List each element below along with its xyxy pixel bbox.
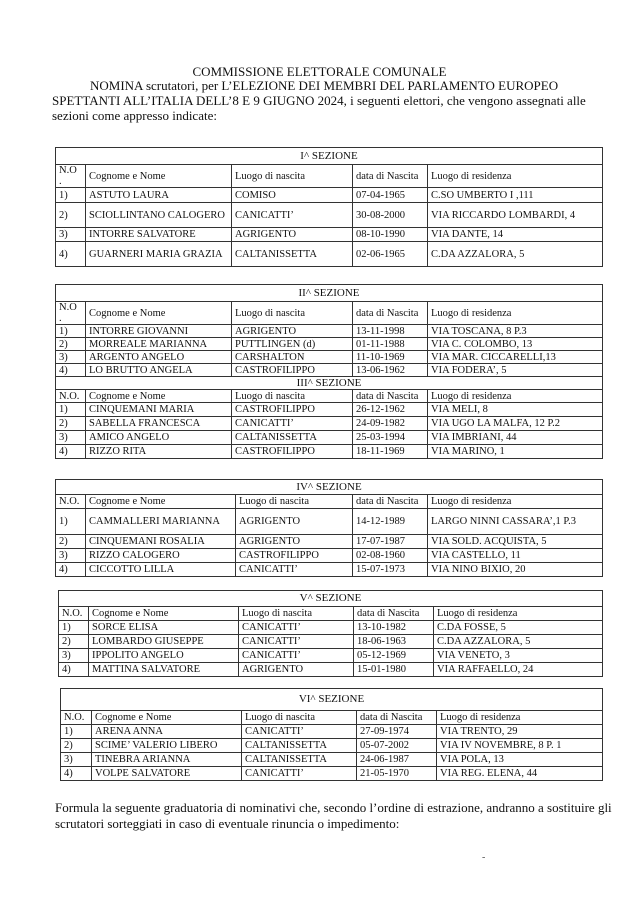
row-residence: VIA MAR. CICCARELLI,13: [428, 351, 603, 364]
row-number: 3): [59, 649, 89, 663]
col-header-name: Cognome e Nome: [92, 711, 242, 725]
table-row: [61, 767, 603, 781]
col-header-residence: Luogo di residenza: [437, 711, 603, 725]
col-header-name: Cognome e Nome: [89, 607, 239, 621]
row-birthdate: 07-04-1965: [353, 188, 428, 203]
row-birthdate: 24-09-1982: [353, 417, 428, 431]
intro-line-2: SPETTANTI ALL’ITALIA DELL’8 E 9 GIUGNO 2024, i seguenti elettori, che vengono assegnati alle: [52, 93, 586, 108]
row-birthplace: CANICATTI’: [242, 725, 357, 739]
row-residence: LARGO NINNI CASSARA’,1 P.3: [428, 509, 603, 535]
row-birthplace: CALTANISSETTA: [242, 739, 357, 753]
row-residence: VIA NINO BIXIO, 20: [428, 563, 603, 577]
row-residence: VIA VENETO, 3: [434, 649, 603, 663]
col-header-birthplace: Luogo di nascita: [239, 607, 354, 621]
row-residence: VIA TRENTO, 29: [437, 725, 603, 739]
table-row: [56, 417, 603, 431]
row-number: 4): [56, 445, 86, 459]
row-residence: VIA RAFFAELLO, 24: [434, 663, 603, 677]
row-birthplace: CALTANISSETTA: [232, 431, 353, 445]
row-name: TINEBRA ARIANNA: [92, 753, 242, 767]
col-header-number: N.O.: [56, 390, 86, 403]
row-number: 1): [56, 403, 86, 417]
table-row: [56, 242, 603, 267]
section-title: III^ SEZIONE: [56, 377, 603, 390]
col-header-name: Cognome e Nome: [86, 302, 232, 325]
row-residence: C.DA AZZALORA, 5: [434, 635, 603, 649]
row-number: 3): [61, 753, 92, 767]
row-residence: VIA CASTELLO, 11: [428, 549, 603, 563]
section-title: I^ SEZIONE: [56, 148, 603, 165]
table-row: [56, 338, 603, 351]
col-header-number: N.O.: [56, 495, 86, 509]
col-header-number: N.O .: [56, 165, 86, 188]
row-birthdate: 13-11-1998: [353, 325, 428, 338]
table-row: [56, 563, 603, 577]
row-number: 3): [56, 431, 86, 445]
row-birthplace: CALTANISSETTA: [232, 242, 353, 267]
row-birthplace: CANICATTI’: [242, 767, 357, 781]
row-birthplace: CANICATTI’: [239, 621, 354, 635]
row-number: 4): [56, 364, 86, 377]
col-header-residence: Luogo di residenza: [434, 607, 603, 621]
table-row: [56, 228, 603, 242]
table-row: [56, 403, 603, 417]
col-header-residence: Luogo di residenza: [428, 495, 603, 509]
row-birthplace: CANICATTI’: [239, 635, 354, 649]
row-number: 2): [56, 417, 86, 431]
document-title: COMMISSIONE ELETTORALE COMUNALE: [192, 64, 447, 79]
row-birthdate: 02-06-1965: [353, 242, 428, 267]
row-birthdate: 24-06-1987: [357, 753, 437, 767]
row-name: SCIOLLINTANO CALOGERO: [86, 203, 232, 228]
row-number: 1): [56, 509, 86, 535]
col-header-name: Cognome e Nome: [86, 165, 232, 188]
row-birthdate: 08-10-1990: [353, 228, 428, 242]
col-header-birthdate: data di Nascita: [353, 302, 428, 325]
col-header-residence: Luogo di residenza: [428, 165, 603, 188]
row-birthplace: CASTROFILIPPO: [232, 364, 353, 377]
row-number: 2): [56, 535, 86, 549]
section-title: VI^ SEZIONE: [61, 689, 603, 711]
row-number: 2): [56, 203, 86, 228]
row-name: CINQUEMANI ROSALIA: [86, 535, 236, 549]
row-birthplace: AGRIGENTO: [236, 509, 353, 535]
table-row: [56, 325, 603, 338]
row-name: LO BRUTTO ANGELA: [86, 364, 232, 377]
row-residence: VIA REG. ELENA, 44: [437, 767, 603, 781]
row-birthdate: 02-08-1960: [353, 549, 428, 563]
row-birthdate: 18-11-1969: [353, 445, 428, 459]
row-birthdate: 17-07-1987: [353, 535, 428, 549]
row-number: 2): [56, 338, 86, 351]
row-name: VOLPE SALVATORE: [92, 767, 242, 781]
col-header-birthdate: data di Nascita: [353, 390, 428, 403]
table-row: [56, 445, 603, 459]
table-row: [56, 535, 603, 549]
section-title: II^ SEZIONE: [56, 285, 603, 302]
col-header-number: N.O.: [59, 607, 89, 621]
intro-paragraph: [52, 78, 597, 123]
row-name: CINQUEMANI MARIA: [86, 403, 232, 417]
row-residence: VIA DANTE, 14: [428, 228, 603, 242]
row-number: 1): [56, 188, 86, 203]
row-birthdate: 18-06-1963: [354, 635, 434, 649]
row-birthdate: 13-10-1982: [354, 621, 434, 635]
row-birthplace: AGRIGENTO: [239, 663, 354, 677]
section-table-2: [55, 284, 603, 459]
row-birthplace: CASTROFILIPPO: [232, 445, 353, 459]
section-table-1: [55, 147, 603, 267]
section-title: V^ SEZIONE: [59, 591, 603, 607]
row-birthdate: 01-11-1988: [353, 338, 428, 351]
col-header-birthdate: data di Nascita: [354, 607, 434, 621]
table-row: [61, 753, 603, 767]
row-birthdate: 15-01-1980: [354, 663, 434, 677]
row-residence: C.DA FOSSE, 5: [434, 621, 603, 635]
row-number: 1): [56, 325, 86, 338]
table-row: [59, 663, 603, 677]
row-residence: VIA C. COLOMBO, 13: [428, 338, 603, 351]
row-residence: VIA UGO LA MALFA, 12 P.2: [428, 417, 603, 431]
col-header-number: N.O.: [61, 711, 92, 725]
row-name: RIZZO CALOGERO: [86, 549, 236, 563]
row-residence: VIA FODERA’, 5: [428, 364, 603, 377]
table-row: [59, 635, 603, 649]
row-birthdate: 13-06-1962: [353, 364, 428, 377]
row-number: 1): [61, 725, 92, 739]
col-header-birthdate: data di Nascita: [353, 165, 428, 188]
row-name: LOMBARDO GIUSEPPE: [89, 635, 239, 649]
table-row: [61, 725, 603, 739]
col-header-birthplace: Luogo di nascita: [232, 165, 353, 188]
row-birthdate: 26-12-1962: [353, 403, 428, 417]
row-name: SCIME’ VALERIO LIBERO: [92, 739, 242, 753]
row-number: 4): [59, 663, 89, 677]
row-birthplace: AGRIGENTO: [232, 325, 353, 338]
intro-line-3: sezioni come appresso indicate:: [52, 108, 217, 123]
row-number: 3): [56, 228, 86, 242]
row-birthplace: CALTANISSETTA: [242, 753, 357, 767]
row-birthplace: COMISO: [232, 188, 353, 203]
row-birthplace: CASTROFILIPPO: [232, 403, 353, 417]
row-birthplace: AGRIGENTO: [236, 535, 353, 549]
row-birthdate: 30-08-2000: [353, 203, 428, 228]
col-header-number: N.O .: [56, 302, 86, 325]
table-row: [56, 364, 603, 377]
col-header-birthplace: Luogo di nascita: [232, 302, 353, 325]
row-birthdate: 15-07-1973: [353, 563, 428, 577]
row-birthplace: CARSHALTON: [232, 351, 353, 364]
row-birthdate: 21-05-1970: [357, 767, 437, 781]
row-birthplace: AGRIGENTO: [232, 228, 353, 242]
row-name: AMICO ANGELO: [86, 431, 232, 445]
row-residence: VIA SOLD. ACQUISTA, 5: [428, 535, 603, 549]
row-birthdate: 05-07-2002: [357, 739, 437, 753]
row-number: 1): [59, 621, 89, 635]
row-name: CAMMALLERI MARIANNA: [86, 509, 236, 535]
col-header-birthplace: Luogo di nascita: [236, 495, 353, 509]
intro-line-1: NOMINA scrutatori, per L’ELEZIONE DEI MEMBRI DEL PARLAMENTO EUROPEO: [90, 78, 559, 93]
col-header-birthdate: data di Nascita: [357, 711, 437, 725]
col-header-birthplace: Luogo di nascita: [242, 711, 357, 725]
col-header-residence: Luogo di residenza: [428, 302, 603, 325]
row-residence: C.DA AZZALORA, 5: [428, 242, 603, 267]
row-birthplace: CANICATTI’: [239, 649, 354, 663]
row-name: ASTUTO LAURA: [86, 188, 232, 203]
row-residence: VIA MARINO, 1: [428, 445, 603, 459]
row-birthdate: 11-10-1969: [353, 351, 428, 364]
row-birthplace: CASTROFILIPPO: [236, 549, 353, 563]
col-header-name: Cognome e Nome: [86, 390, 232, 403]
row-name: ARENA ANNA: [92, 725, 242, 739]
table-row: [59, 621, 603, 635]
table-row: [56, 188, 603, 203]
col-header-birthdate: data di Nascita: [353, 495, 428, 509]
row-birthplace: PUTTLINGEN (d): [232, 338, 353, 351]
row-residence: VIA TOSCANA, 8 P.3: [428, 325, 603, 338]
row-birthdate: 14-12-1989: [353, 509, 428, 535]
row-birthplace: CANICATTI’: [232, 417, 353, 431]
section-table-5: [58, 590, 603, 677]
row-name: SABELLA FRANCESCA: [86, 417, 232, 431]
row-name: CICCOTTO LILLA: [86, 563, 236, 577]
section-table-4: [55, 479, 603, 577]
row-name: IPPOLITO ANGELO: [89, 649, 239, 663]
row-number: 4): [61, 767, 92, 781]
col-header-name: Cognome e Nome: [86, 495, 236, 509]
row-residence: C.SO UMBERTO I ,111: [428, 188, 603, 203]
table-row: [56, 509, 603, 535]
scan-mark: -: [482, 852, 486, 863]
section-table-6: [60, 688, 603, 781]
row-birthdate: 05-12-1969: [354, 649, 434, 663]
row-birthplace: CANICATTI’: [232, 203, 353, 228]
table-row: [56, 431, 603, 445]
table-row: [59, 649, 603, 663]
row-number: 2): [61, 739, 92, 753]
row-number: 3): [56, 549, 86, 563]
row-name: INTORRE GIOVANNI: [86, 325, 232, 338]
row-name: SORCE ELISA: [89, 621, 239, 635]
row-residence: VIA MELI, 8: [428, 403, 603, 417]
row-number: 4): [56, 242, 86, 267]
section-title: IV^ SEZIONE: [56, 480, 603, 495]
row-name: ARGENTO ANGELO: [86, 351, 232, 364]
row-number: 3): [56, 351, 86, 364]
col-header-birthplace: Luogo di nascita: [232, 390, 353, 403]
col-header-residence: Luogo di residenza: [428, 390, 603, 403]
row-residence: VIA IMBRIANI, 44: [428, 431, 603, 445]
row-name: MORREALE MARIANNA: [86, 338, 232, 351]
row-birthdate: 25-03-1994: [353, 431, 428, 445]
row-name: MATTINA SALVATORE: [89, 663, 239, 677]
table-row: [56, 549, 603, 563]
row-name: INTORRE SALVATORE: [86, 228, 232, 242]
row-birthdate: 27-09-1974: [357, 725, 437, 739]
row-name: RIZZO RITA: [86, 445, 232, 459]
table-row: [56, 203, 603, 228]
row-number: 4): [56, 563, 86, 577]
table-row: [61, 739, 603, 753]
row-birthplace: CANICATTI’: [236, 563, 353, 577]
row-number: 2): [59, 635, 89, 649]
row-name: GUARNERI MARIA GRAZIA: [86, 242, 232, 267]
row-residence: VIA RICCARDO LOMBARDI, 4: [428, 203, 603, 228]
row-residence: VIA POLA, 13: [437, 753, 603, 767]
table-row: [56, 351, 603, 364]
footer-paragraph: Formula la seguente graduatoria di nominativi che, secondo l’ordine di estrazione, andranno a sostituire gli scrutatori sorteggiati in caso di eventuale rinuncia o impedimento:: [55, 800, 612, 831]
row-residence: VIA IV NOVEMBRE, 8 P. 1: [437, 739, 603, 753]
